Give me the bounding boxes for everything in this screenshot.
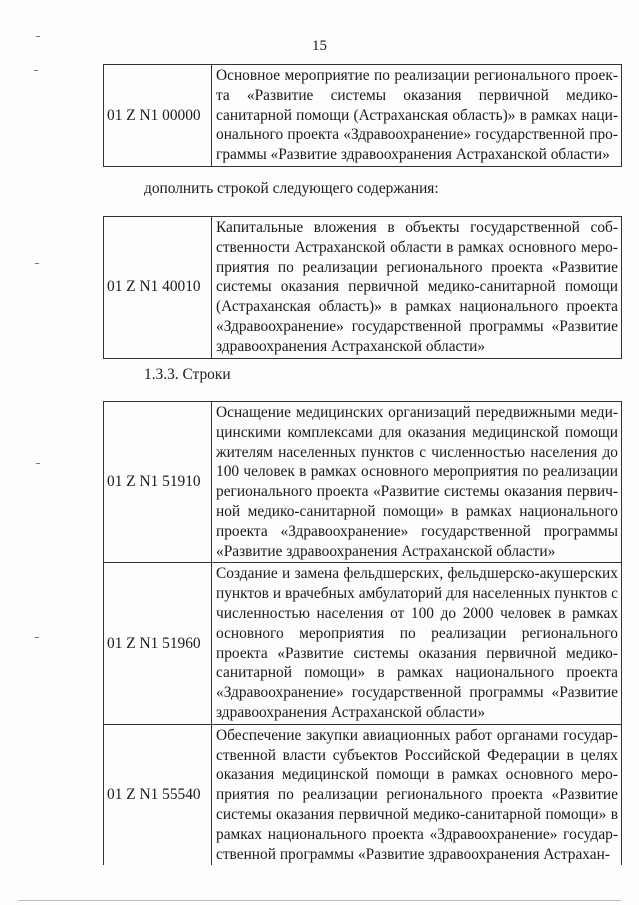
scan-margin-mark: [35, 637, 39, 638]
scan-margin-mark: [36, 36, 40, 37]
budget-code-cell: 01 Z N1 40010: [104, 217, 212, 359]
budget-code-table-1: [103, 64, 622, 167]
section-heading: 1.3.3. Строки: [144, 366, 231, 383]
budget-code-table-3: [103, 401, 622, 865]
description-cell: Обеспечение закупки авиационных работ органами государственной власти субъектов Российской Федерации в целях оказания медицинской помощи в рамках основного мероприятия по реализации регионального проекта «Развитие системы оказания первичной медико-санитарной помощи» в рамках национального проекта «Здравоохранение» государственной программы «Развитие здравоохранения Астрахан-: [212, 724, 622, 865]
description-cell: Оснащение медицинских организаций передвижными медицинскими комплексами для оказания медицинской помощи жителям населенных пунктов с численностью населения до 100 человек в рамках основного мероприятия по реализации регионального проекта «Развитие системы оказания первичной медико-санитарной помощи» в рамках национального проекта «Здравоохранение» государственной программы «Развитие здравоохранения Астраханской области»: [212, 402, 622, 563]
table-row: [104, 724, 622, 865]
scan-margin-mark: [34, 70, 38, 71]
budget-code-cell: 01 Z N1 51960: [104, 563, 212, 724]
description-cell: Капитальные вложения в объекты государственной собственности Астраханской области в рамках основного мероприятия по реализации регионального проекта «Развитие системы оказания первичной медико-санитарной помощи (Астраханская область)» в рамках национального проекта «Здравоохранение» государственной программы «Развитие здравоохранения Астраханской области»: [212, 217, 622, 359]
scan-margin-mark: [35, 263, 39, 264]
instruction-text: дополнить строкой следующего содержания:: [144, 180, 439, 197]
description-cell: Создание и замена фельдшерских, фельдшерско-акушерских пунктов и врачебных амбулаторий для населенных пунктов с численностью населения от 100 до 2000 человек в рамках основного мероприятия по реализации регионального проекта «Развитие системы оказания первичной медико-санитарной помощи» в рамках национального проекта «Здравоохранение» государственной программы «Развитие здравоохранения Астраханской области»: [212, 563, 622, 724]
table-row: [104, 563, 622, 724]
budget-code-cell: 01 Z N1 00000: [104, 65, 212, 167]
table-row: [104, 65, 622, 167]
budget-code-cell: 01 Z N1 51910: [104, 402, 212, 563]
description-cell: Основное мероприятие по реализации регионального проекта «Развитие системы оказания первичной медико-санитарной помощи (Астраханская область)» в рамках национального проекта «Здравоохранение» государственной программы «Развитие здравоохранения Астраханской области»: [212, 65, 622, 167]
table-row: [104, 402, 622, 563]
budget-code-table-2: [103, 216, 622, 359]
page-bottom-edge: [18, 900, 621, 901]
scan-margin-mark: [36, 463, 40, 464]
budget-code-cell: 01 Z N1 55540: [104, 724, 212, 865]
table-row: [104, 217, 622, 359]
page-number: 15: [312, 38, 327, 54]
